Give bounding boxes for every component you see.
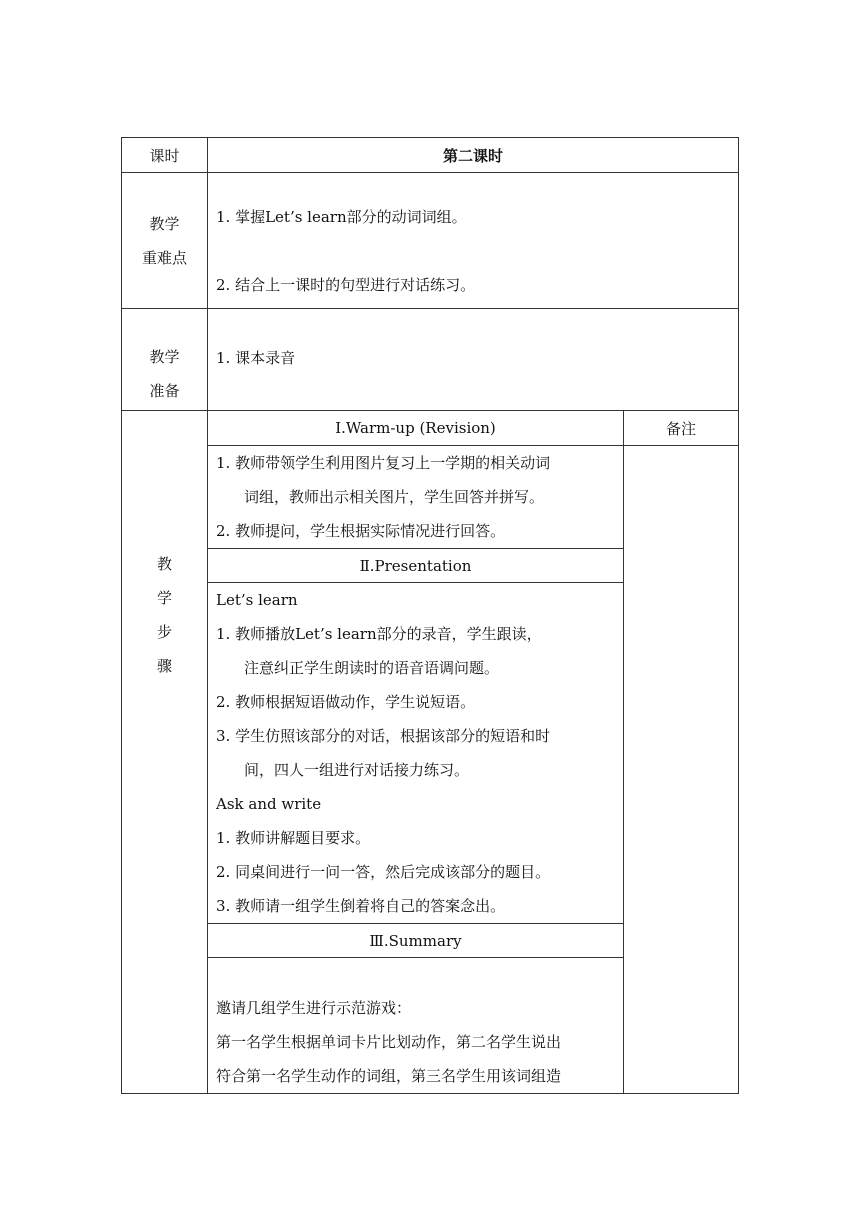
warmup-line: 2. 教师提问，学生根据实际情况进行回答。 bbox=[216, 522, 506, 540]
notes-header: 备注 bbox=[666, 419, 697, 438]
lesson-title: 第二课时 bbox=[443, 146, 504, 165]
lesson-title-cell bbox=[208, 138, 739, 173]
key-point-item: 2. 结合上一课时的句型进行对话练习。 bbox=[216, 275, 476, 294]
presentation-title-cell bbox=[208, 549, 624, 583]
warmup-line: 词组，教师出示相关图片，学生回答并拼写。 bbox=[244, 488, 545, 506]
warmup-title: Ⅰ.Warm-up (Revision) bbox=[335, 419, 496, 437]
presentation-line: 2. 教师根据短语做动作，学生说短语。 bbox=[216, 693, 476, 711]
prep-item: 1. 课本录音 bbox=[216, 349, 296, 367]
warmup-title-cell bbox=[208, 411, 624, 446]
key-point-item: 1. 掌握Let’s learn部分的动词词组。 bbox=[216, 207, 467, 226]
presentation-line: 间，四人一组进行对话接力练习。 bbox=[244, 761, 470, 779]
steps-label-char: 骤 bbox=[156, 657, 172, 675]
summary-title-cell bbox=[208, 924, 624, 958]
summary-title: Ⅲ.Summary bbox=[369, 931, 462, 950]
notes-cell bbox=[624, 446, 739, 1094]
presentation-line: 1. 教师播放Let’s learn部分的录音，学生跟读， bbox=[216, 625, 542, 643]
key-points-content-cell bbox=[208, 173, 739, 309]
presentation-line: 2. 同桌间进行一问一答，然后完成该部分的题目。 bbox=[216, 863, 551, 881]
presentation-line: 注意纠正学生朗读时的语音语调问题。 bbox=[244, 659, 500, 677]
steps-label-char: 学 bbox=[156, 589, 172, 607]
steps-label-char: 教 bbox=[156, 555, 172, 573]
summary-line: 邀请几组学生进行示范游戏： bbox=[216, 999, 412, 1017]
presentation-subheading: Ask and write bbox=[216, 795, 322, 813]
prep-label-line2: 准备 bbox=[149, 382, 180, 400]
presentation-content-cell bbox=[208, 583, 624, 924]
lesson-label-cell bbox=[122, 138, 208, 173]
prep-label-line1: 教学 bbox=[149, 348, 180, 366]
presentation-line: 3. 学生仿照该部分的对话，根据该部分的短语和时 bbox=[216, 727, 551, 745]
presentation-line: 3. 教师请一组学生倒着将自己的答案念出。 bbox=[216, 897, 506, 915]
presentation-title: Ⅱ.Presentation bbox=[359, 556, 472, 575]
key-points-label-line1: 教学 bbox=[149, 214, 180, 233]
warmup-content-cell bbox=[208, 446, 624, 549]
prep-content-cell bbox=[208, 309, 739, 411]
summary-content-cell bbox=[208, 958, 624, 1094]
summary-line: 第一名学生根据单词卡片比划动作，第二名学生说出 bbox=[216, 1033, 562, 1051]
lesson-plan-table bbox=[121, 137, 739, 1094]
lesson-label: 课时 bbox=[149, 146, 180, 165]
key-points-label-line2: 重难点 bbox=[141, 248, 187, 267]
prep-label-cell bbox=[122, 309, 208, 411]
presentation-subheading: Let’s learn bbox=[216, 591, 298, 609]
key-points-label-cell bbox=[122, 173, 208, 309]
steps-label-char: 步 bbox=[156, 623, 172, 641]
summary-line: 符合第一名学生动作的词组，第三名学生用该词组造 bbox=[216, 1067, 562, 1085]
notes-header-cell bbox=[624, 411, 739, 446]
warmup-line: 1. 教师带领学生利用图片复习上一学期的相关动词 bbox=[216, 454, 551, 472]
steps-label-cell bbox=[122, 411, 208, 1094]
presentation-line: 1. 教师讲解题目要求。 bbox=[216, 829, 371, 847]
